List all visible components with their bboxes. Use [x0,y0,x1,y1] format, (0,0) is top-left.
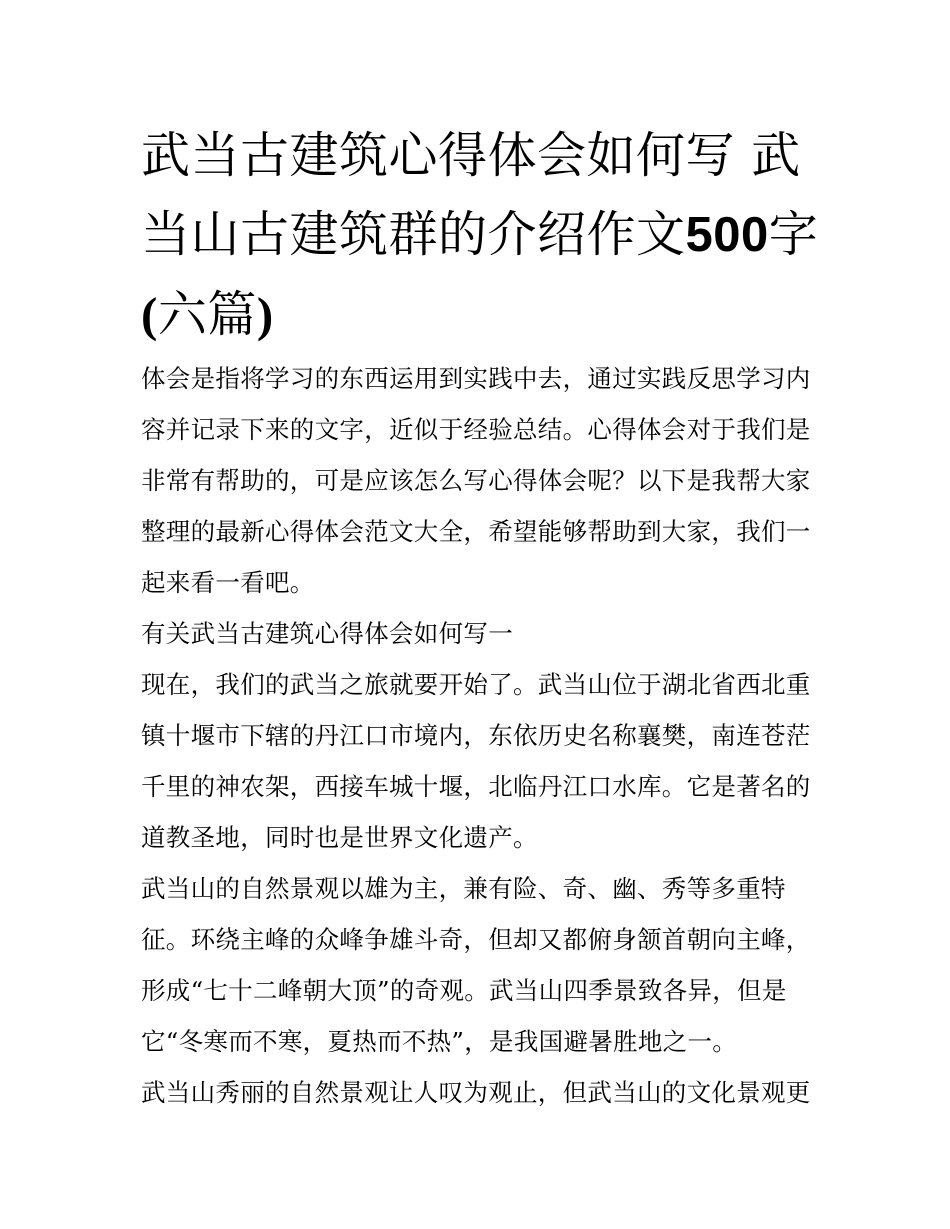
title-tail-char: 字 [768,206,819,263]
title-paren-close: ) [256,287,274,342]
title-main-text: 武当古建筑心得体会如何写 武当山古建筑群的介绍作文 [141,127,801,263]
intro-paragraph: 体会是指将学习的东西运用到实践中去，通过实践反思学习内容并记录下来的文字，近似于经验总结。心得体会对于我们是非常有帮助的，可是应该怎么写心得体会呢？以下是我帮大家整理的最新心得体会范文大全，希望能够帮助到大家，我们一起来看一看吧。 [141,364,811,597]
body-paragraph: 武当山秀丽的自然景观让人叹为观止，但武当山的文化景观更 [141,1078,811,1107]
title-paren-open: ( [141,287,158,342]
title-paren-text: 六篇 [157,286,257,343]
title-number: 500 [685,208,769,262]
document-title [141,116,821,354]
body-paragraph: 现在，我们的武当之旅就要开始了。武当山位于湖北省西北重镇十堰市下辖的丹江口市境内，东依历史名称襄樊，南连苍茫千里的神农架，西接车城十堰，北临丹江口水库。它是著名的道教圣地，同时也是世界文化遗产。 [141,670,811,852]
body-paragraph: 武当山的自然景观以雄为主，兼有险、奇、幽、秀等多重特征。环绕主峰的众峰争雄斗奇，但却又都俯身颔首朝向主峰，形成“七十二峰朝大顶”的奇观。武当山四季景致各异，但是它“冬寒而不寒，夏热而不热”，是我国避暑胜地之一。 [141,874,811,1056]
document-body [141,353,813,1118]
section-heading: 有关武当古建筑心得体会如何写一 [141,619,513,648]
